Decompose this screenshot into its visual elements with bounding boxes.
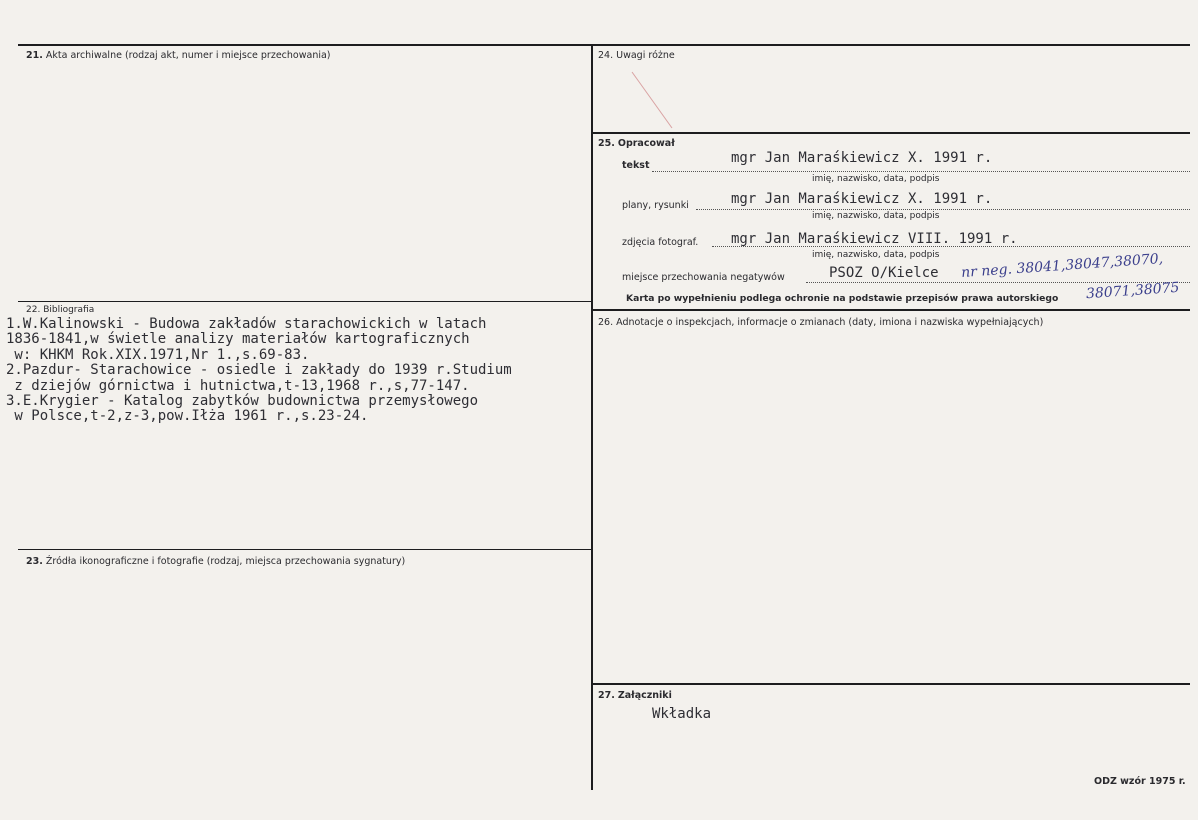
bibliography-line: w: KHKM Rok.XIX.1971,Nr 1.,s.69-83.	[6, 346, 310, 363]
section-title: Uwagi różne	[616, 50, 675, 61]
section-21-header	[26, 50, 331, 61]
divider-24-25	[592, 132, 1190, 134]
section-27-header	[598, 690, 672, 701]
section-26-header	[598, 317, 1043, 328]
divider-25-26	[592, 309, 1190, 311]
divider-21-22	[18, 301, 592, 302]
section-title: Opracował	[617, 138, 675, 149]
zdjecia-caption: imię, nazwisko, data, podpis	[812, 250, 940, 260]
negatywy-handwritten-1: nr neg. 38041,38047,38070,	[960, 250, 1164, 282]
section-number: 24.	[598, 50, 614, 61]
form-footer: ODZ wzór 1975 r.	[1094, 776, 1186, 787]
bibliography-line: 3.E.Krygier - Katalog zabytków budownictwa przemysłowego	[6, 393, 479, 410]
bibliography-line: w Polsce,t-2,z-3,pow.Iłża 1961 r.,s.23-24.	[6, 408, 369, 425]
section-number: 23.	[26, 556, 43, 567]
tekst-label: tekst	[622, 160, 650, 171]
tekst-value: mgr Jan Maraśkiewicz X. 1991 r.	[731, 150, 993, 166]
plany-label: plany, rysunki	[622, 200, 689, 211]
negatywy-label: miejsce przechowania negatywów	[622, 272, 785, 283]
section-title: Bibliografia	[43, 305, 95, 315]
top-border	[18, 44, 1190, 46]
section-23-header	[26, 556, 405, 567]
zdjecia-label: zdjęcia fotograf.	[622, 237, 699, 248]
center-divider	[591, 44, 593, 790]
section-22-header	[26, 305, 94, 315]
section-24-header	[598, 50, 675, 61]
divider-26-27	[592, 683, 1190, 685]
tekst-caption: imię, nazwisko, data, podpis	[812, 174, 940, 184]
section-number: 26.	[598, 317, 614, 328]
bibliography-line: 1836-1841,w świetle analizy materiałów kartograficznych	[6, 331, 470, 348]
attachments-value: Wkładka	[652, 706, 712, 722]
bibliography-list	[6, 317, 512, 425]
tekst-underline	[652, 171, 1190, 172]
pencil-mark	[630, 70, 680, 130]
negatywy-value: PSOZ O/Kielce	[829, 265, 939, 281]
section-title: Akta archiwalne (rodzaj akt, numer i miejsce przechowania)	[45, 50, 331, 61]
bibliography-line: 2.Pazdur- Starachowice - osiedle i zakłady do 1939 r.Studium	[6, 362, 512, 379]
plany-value: mgr Jan Maraśkiewicz X. 1991 r.	[731, 191, 993, 207]
section-number: 21.	[26, 50, 43, 61]
plany-underline	[696, 209, 1190, 210]
bibliography-line: 1.W.Kalinowski - Budowa zakładów starachowickich w latach	[6, 316, 487, 332]
copyright-note: Karta po wypełnieniu podlega ochronie na podstawie przepisów prawa autorskiego	[626, 293, 1059, 304]
section-number: 22.	[26, 305, 41, 315]
section-25-header	[598, 138, 675, 149]
zdjecia-value: mgr Jan Maraśkiewicz VIII. 1991 r.	[731, 231, 1018, 247]
section-title: Załączniki	[617, 690, 672, 701]
negatywy-handwritten-2: 38071,38075	[1085, 279, 1180, 303]
section-title: Adnotacje o inspekcjach, informacje o zmianach (daty, imiona i nazwiska wypełniających)	[616, 317, 1044, 328]
section-title: Źródła ikonograficzne i fotografie (rodzaj, miejsca przechowania sygnatury)	[45, 556, 406, 567]
section-number: 27.	[598, 690, 615, 701]
divider-22-23	[18, 549, 592, 550]
bibliography-line: z dziejów górnictwa i hutnictwa,t-13,1968 r.,s,77-147.	[6, 377, 470, 394]
plany-caption: imię, nazwisko, data, podpis	[812, 211, 940, 221]
section-number: 25.	[598, 138, 615, 149]
